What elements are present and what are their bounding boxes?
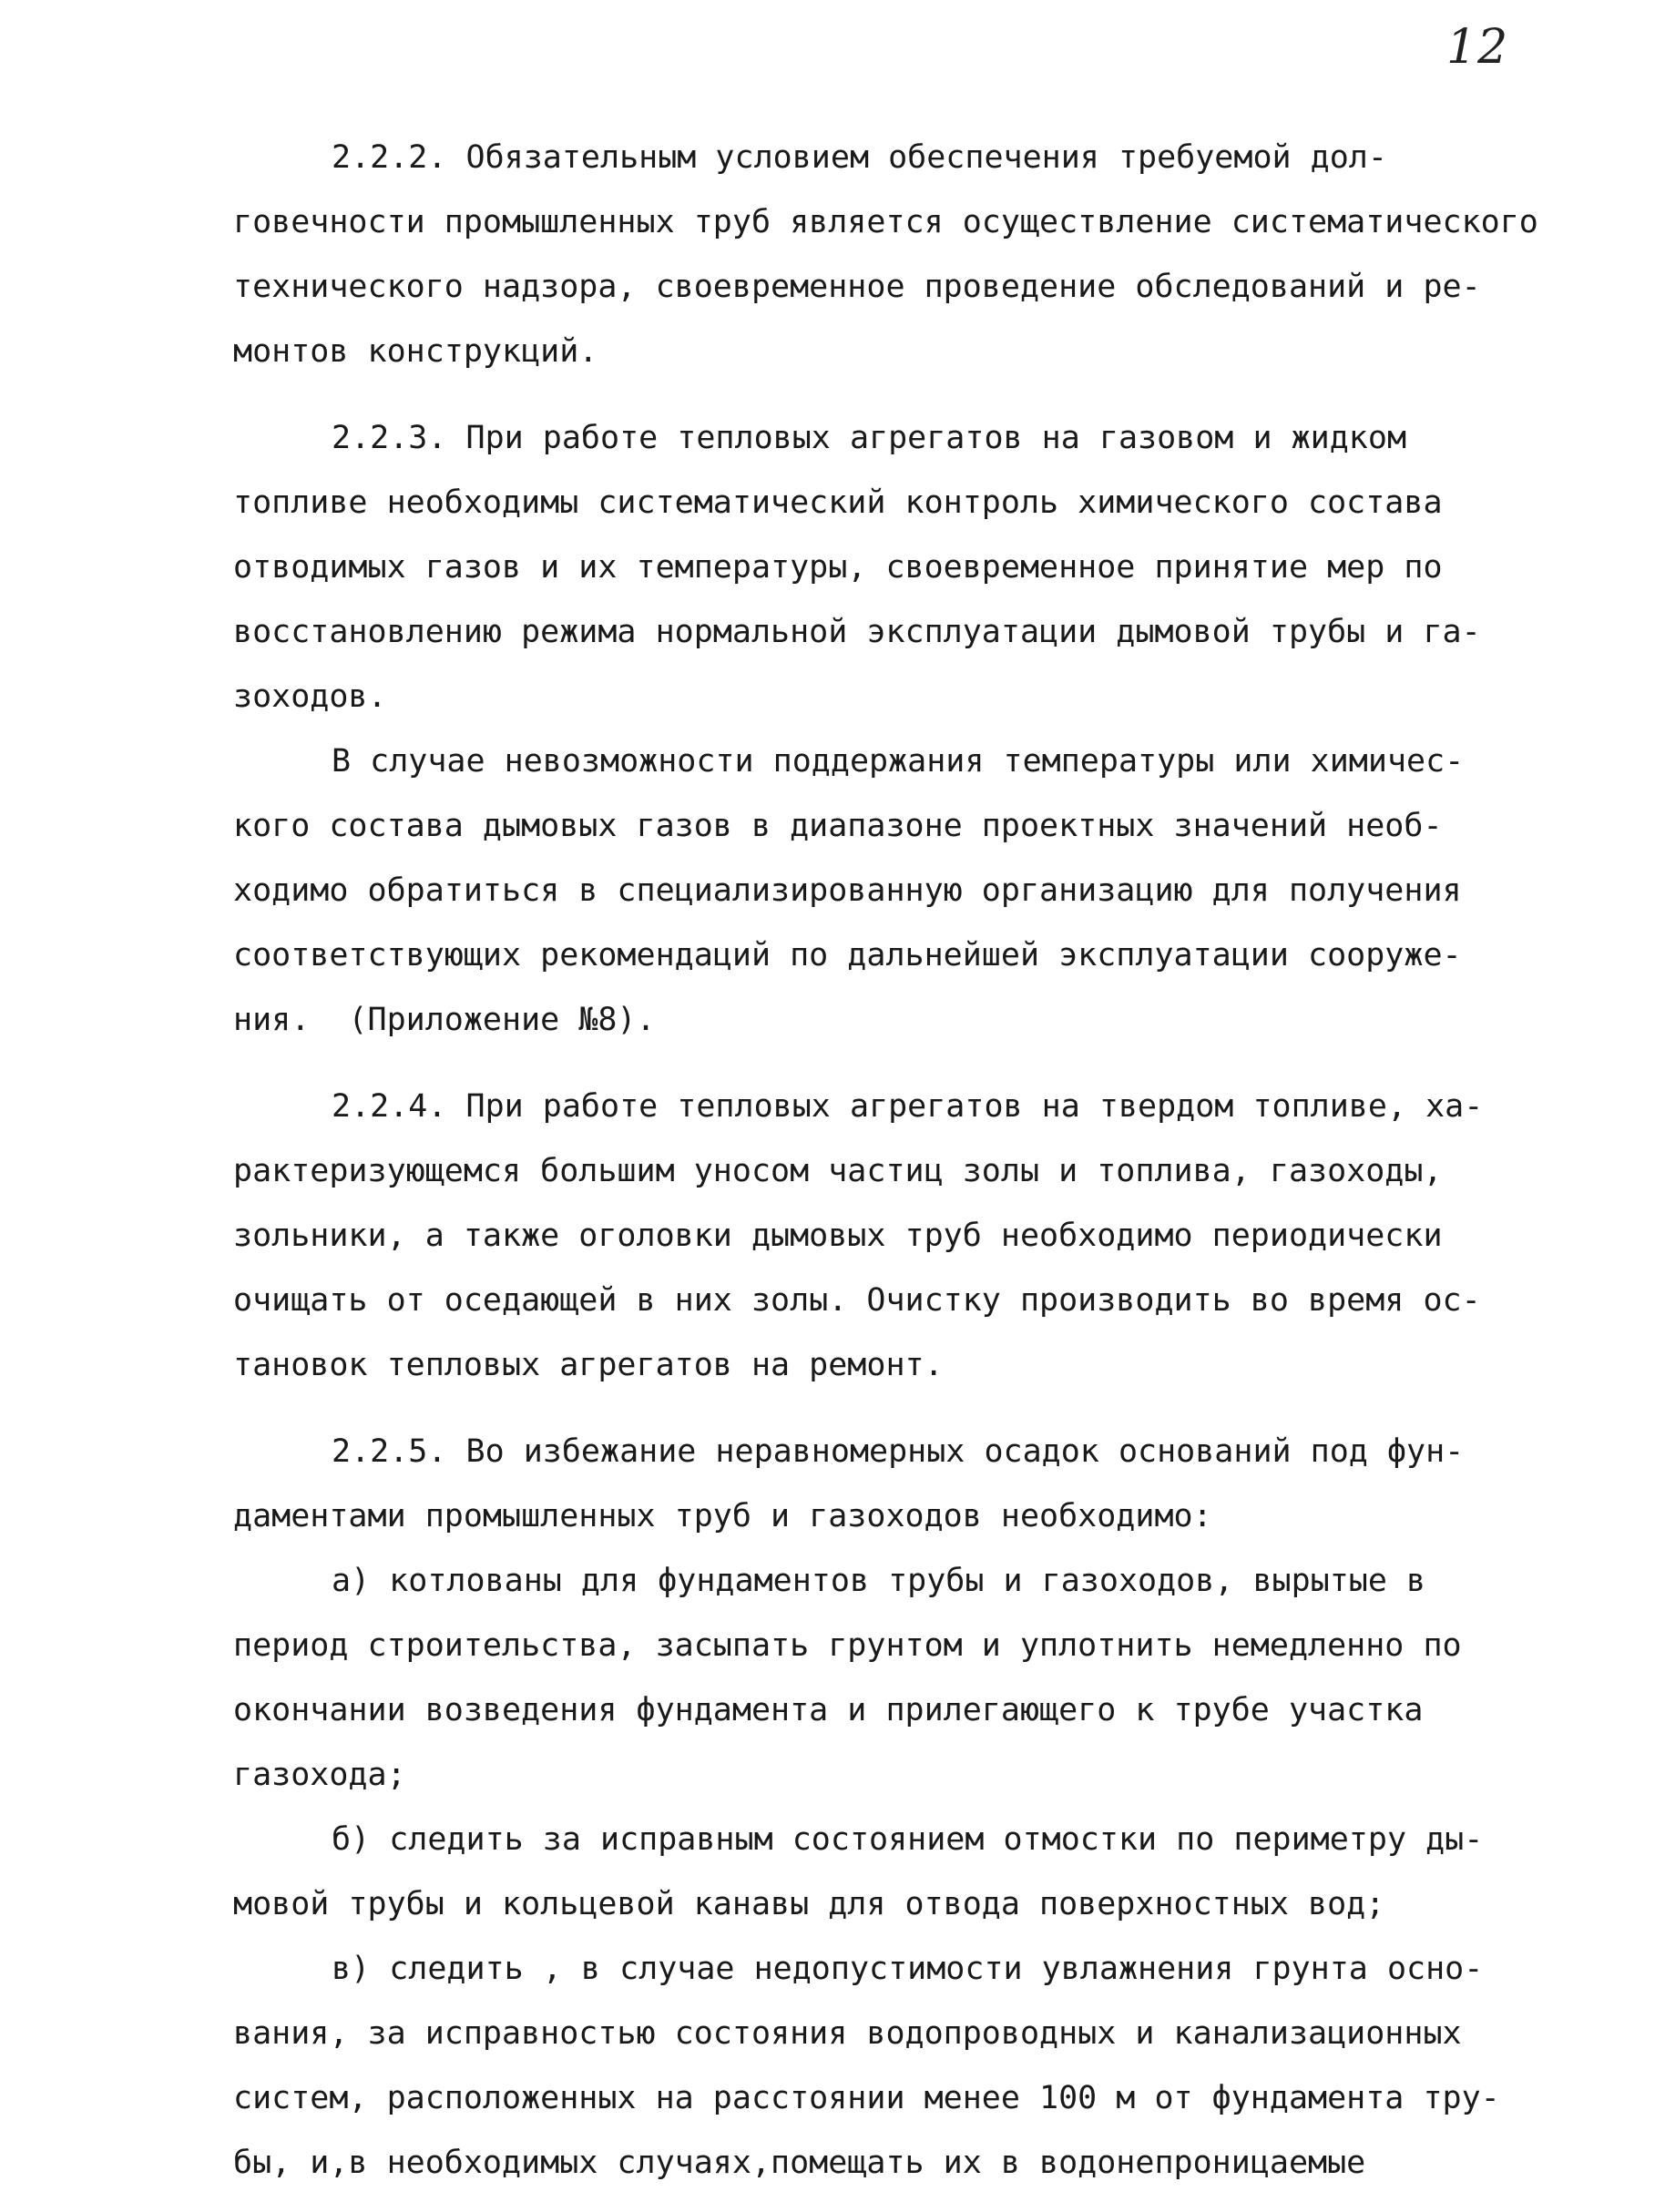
text-line: ния. (Приложение №8). xyxy=(233,1002,656,1038)
paragraph-2-2-3 xyxy=(233,406,1545,729)
text-line: вания, за исправностью состояния водопроводных и канализационных xyxy=(233,2015,1462,2052)
text-line: соответствующих рекомендаций по дальнейшей эксплуатации сооруже- xyxy=(233,937,1462,973)
text-line: В случае невозможности поддержания температуры или химичес- xyxy=(332,743,1465,780)
text-line: монтов конструкций. xyxy=(233,333,598,370)
text-line: кого состава дымовых газов в диапазоне проектных значений необ- xyxy=(233,808,1443,844)
paragraph-2-2-5 xyxy=(233,1420,1545,1549)
text-line: рактеризующемся большим уносом частиц золы и топлива, газоходы, xyxy=(233,1153,1443,1189)
text-line: говечности промышленных труб является осуществление систематического xyxy=(233,204,1538,240)
text-line: 2.2.5. Во избежание неравномерных осадок оснований под фун- xyxy=(332,1433,1465,1470)
text-line: очищать от оседающей в них золы. Очистку производить во время ос- xyxy=(233,1282,1481,1319)
document-body xyxy=(233,126,1545,2196)
list-item-a xyxy=(233,1549,1545,1808)
text-line: газохода; xyxy=(233,1757,406,1793)
text-line: 2.2.3. При работе тепловых агрегатов на газовом и жидком xyxy=(332,420,1407,456)
text-line: в) следить , в случае недопустимости увлажнения грунта осно- xyxy=(332,1951,1484,1987)
text-line: мовой трубы и кольцевой канавы для отвода поверхностных вод; xyxy=(233,1886,1385,1922)
text-line: зоходов. xyxy=(233,678,387,715)
text-line: отводимых газов и их температуры, своевременное принятие мер по xyxy=(233,549,1443,586)
text-line: ходимо обратиться в специализированную организацию для получения xyxy=(233,872,1462,909)
paragraph-2-2-3-continuation xyxy=(233,729,1545,1053)
text-line: период строительства, засыпать грунтом и уплотнить немедленно по xyxy=(233,1627,1462,1664)
text-line: тановок тепловых агрегатов на ремонт. xyxy=(233,1347,944,1383)
text-line: зольники, а также оголовки дымовых труб необходимо периодически xyxy=(233,1218,1443,1254)
text-line: восстановлению режима нормальной эксплуатации дымовой трубы и га- xyxy=(233,614,1481,650)
text-line: а) котлованы для фундаментов трубы и газоходов, вырытые в xyxy=(332,1563,1426,1599)
text-line: 2.2.2. Обязательным условием обеспечения требуемой дол- xyxy=(332,139,1387,176)
text-line: даментами промышленных труб и газоходов необходимо: xyxy=(233,1498,1212,1534)
paragraph-2-2-2 xyxy=(233,126,1545,384)
paragraph-2-2-4 xyxy=(233,1075,1545,1398)
text-line: б) следить за исправным состоянием отмостки по периметру ды- xyxy=(332,1821,1484,1858)
list-item-b xyxy=(233,1808,1545,1937)
text-line: бы, и,в необходимых случаях,помещать их в водонепроницаемые xyxy=(233,2145,1366,2181)
text-line: окончании возведения фундамента и прилегающего к трубе участка xyxy=(233,1692,1424,1728)
text-line: 2.2.4. При работе тепловых агрегатов на твердом топливе, ха- xyxy=(332,1088,1484,1125)
text-line: систем, расположенных на расстоянии менее 100 м от фундамента тру- xyxy=(233,2080,1500,2116)
text-line: технического надзора, своевременное проведение обследований и ре- xyxy=(233,269,1481,305)
text-line: топливе необходимы систематический контроль химического состава xyxy=(233,484,1443,521)
page-number: 12 xyxy=(1446,20,1509,75)
list-item-v xyxy=(233,1937,1545,2196)
